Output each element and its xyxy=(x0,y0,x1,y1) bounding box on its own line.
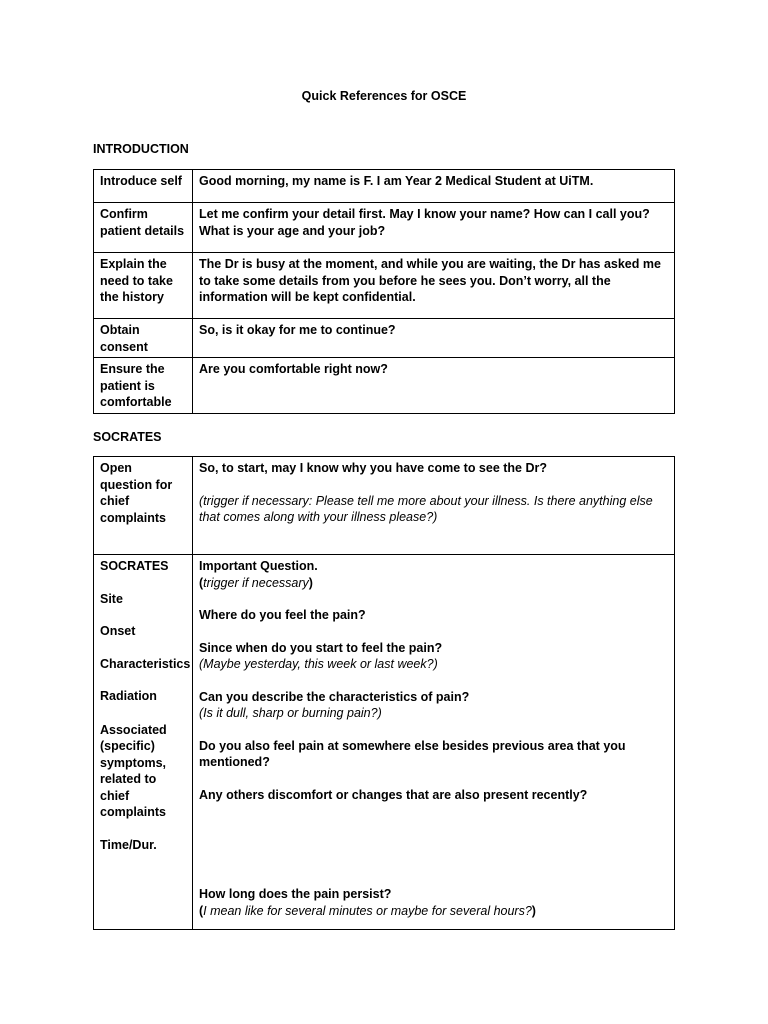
radiation-question: Do you also feel pain at somewhere else besides previous area that you mentioned? xyxy=(199,738,626,769)
table-row xyxy=(94,170,675,203)
socrates-labels xyxy=(94,555,193,930)
row-content: Good morning, my name is F. I am Year 2 Medical Student at UiTM. xyxy=(193,170,675,203)
time-duration-hint-text: I mean like for several minutes or maybe for several hours? xyxy=(203,903,532,918)
row-content: The Dr is busy at the moment, and while you are waiting, the Dr has asked me to take some details from you before he sees you. Don’t worry, all the information will be kept confidential. xyxy=(193,253,675,319)
table-row xyxy=(94,319,675,358)
row-label: Obtain consent xyxy=(94,319,193,358)
time-duration-hint xyxy=(199,903,668,920)
paren-close: ) xyxy=(531,903,536,918)
socrates-label: SOCRATES xyxy=(100,559,169,573)
row-label: Ensure the patient is comfortable xyxy=(94,358,193,414)
open-question-trigger: (trigger if necessary: Please tell me more about your illness. Is there anything else that comes along with your illness please?) xyxy=(199,493,653,524)
characteristics-label: Characteristics xyxy=(100,656,191,671)
open-question-text: So, to start, may I know why you have come to see the Dr? xyxy=(199,461,548,475)
row-label: Explain the need to take the history xyxy=(94,253,193,319)
row-label: Confirm patient details xyxy=(94,203,193,253)
socrates-questions xyxy=(193,555,675,930)
onset-label: Onset xyxy=(100,624,136,638)
row-label: Introduce self xyxy=(94,170,193,203)
table-row xyxy=(94,555,675,930)
row-content: So, is it okay for me to continue? xyxy=(193,319,675,358)
page-title: Quick References for OSCE xyxy=(301,89,467,103)
time-duration-label: Time/Dur. xyxy=(100,837,157,852)
associated-symptoms-label: Associated (specific) symptoms, related to chief complaints xyxy=(100,722,167,819)
row-content: Are you comfortable right now? xyxy=(193,358,675,414)
table-row xyxy=(94,457,675,555)
table-row xyxy=(94,358,675,414)
site-question: Where do you feel the pain? xyxy=(199,608,366,622)
radiation-label: Radiation xyxy=(100,689,157,703)
paren-close: ) xyxy=(308,575,313,590)
onset-hint: (Maybe yesterday, this week or last week?) xyxy=(199,657,438,671)
row-content xyxy=(193,457,675,555)
table-row xyxy=(94,203,675,253)
socrates-table xyxy=(93,456,675,930)
time-duration-question: How long does the pain persist? xyxy=(199,887,392,901)
characteristics-question: Can you describe the characteristics of pain? xyxy=(199,689,470,704)
characteristics-hint: (Is it dull, sharp or burning pain?) xyxy=(199,706,382,720)
associated-symptoms-question: Any others discomfort or changes that are also present recently? xyxy=(199,787,588,802)
socrates-heading: SOCRATES xyxy=(93,430,162,444)
important-question-trigger xyxy=(199,575,668,592)
onset-question: Since when do you start to feel the pain? xyxy=(199,640,443,655)
paren-open: ( xyxy=(199,575,204,590)
row-content: Let me confirm your detail first. May I know your name? How can I call you? What is your age and your job? xyxy=(193,203,675,253)
site-label: Site xyxy=(100,591,123,606)
table-row xyxy=(94,253,675,319)
row-label: Open question for chief complaints xyxy=(94,457,193,555)
paren-open: ( xyxy=(199,903,204,918)
important-question-title: Important Question. xyxy=(199,559,318,573)
introduction-heading: INTRODUCTION xyxy=(93,142,189,156)
trigger-text: trigger if necessary xyxy=(203,575,309,590)
introduction-table xyxy=(93,169,675,414)
